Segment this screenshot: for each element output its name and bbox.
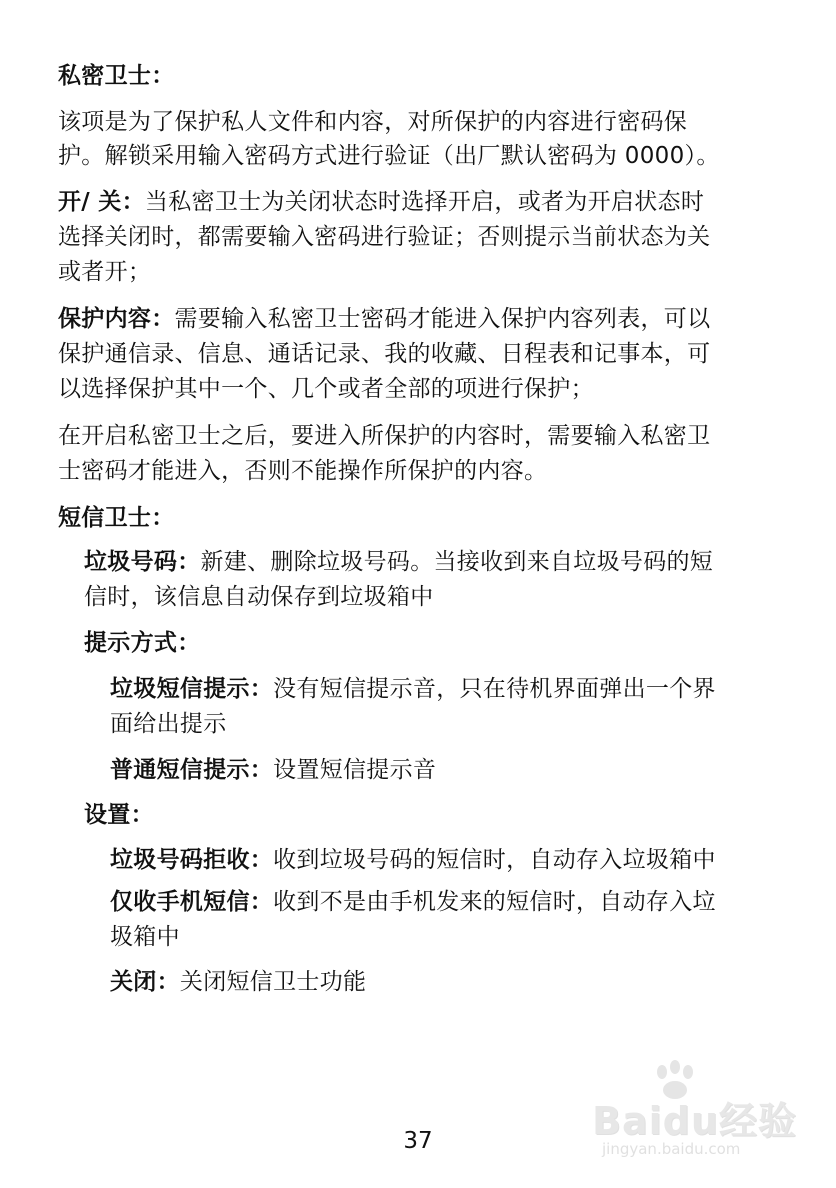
page-number: 37 [403, 1128, 433, 1154]
close-label: 关闭： [110, 969, 180, 995]
after-line-1: 在开启私密卫士之后，要进入所保护的内容时，需要输入私密卫 [58, 423, 711, 449]
onoff-line-1 [58, 187, 704, 217]
protect-text-1: 需要输入私密卫士密码才能进入保护内容列表，可以 [174, 306, 711, 332]
spam-notify-line-2: 面给出提示 [110, 711, 227, 737]
reject-label: 垃圾号码拒收： [110, 847, 274, 873]
protect-label: 保护内容： [58, 306, 175, 332]
reject-line [110, 845, 716, 875]
phone-only-line-1 [110, 887, 716, 917]
watermark-logo: Baidu经验 [592, 1099, 797, 1143]
protect-line-1 [58, 304, 710, 334]
close-text: 关闭短信卫士功能 [179, 969, 367, 995]
sms-guard-heading: 短信卫士： [58, 505, 175, 531]
phone-only-text-1: 收到不是由手机发来的短信时，自动存入垃 [273, 889, 716, 915]
watermark-url: jingyan.baidu.com [602, 1140, 741, 1158]
notify-heading: 提示方式： [84, 630, 201, 656]
privacy-desc-line-1: 该项是为了保护私人文件和内容，对所保护的内容进行密码保 [58, 109, 688, 135]
onoff-line-3: 或者开； [58, 259, 152, 285]
spam-line-2: 信时，该信息自动保存到垃圾箱中 [84, 584, 434, 610]
spam-notify-text-1: 没有短信提示音，只在待机界面弹出一个界 [273, 676, 716, 702]
settings-heading: 设置： [84, 802, 154, 828]
protect-line-2: 保护通信录、信息、通话记录、我的收藏、日程表和记事本，可 [58, 341, 711, 367]
reject-text: 收到垃圾号码的短信时，自动存入垃圾箱中 [273, 847, 716, 873]
protect-line-3: 以选择保护其中一个、几个或者全部的项进行保护； [58, 376, 594, 402]
after-line-2: 士密码才能进入，否则不能操作所保护的内容。 [58, 458, 548, 484]
spam-line-1 [84, 547, 713, 577]
normal-notify-line [110, 755, 436, 785]
spam-label: 垃圾号码： [84, 549, 201, 575]
phone-only-label: 仅收手机短信： [110, 889, 274, 915]
onoff-text-1: 当私密卫士为关闭状态时选择开启，或者为开启状态时 [144, 189, 705, 215]
privacy-desc-line-2: 护。解锁采用输入密码方式进行验证（出厂默认密码为 0000）。 [58, 143, 720, 169]
onoff-line-2: 选择关闭时，都需要输入密码进行验证；否则提示当前状态为关 [58, 224, 711, 250]
normal-notify-label: 普通短信提示： [110, 757, 274, 783]
spam-text-1: 新建、删除垃圾号码。当接收到来自垃圾号码的短 [200, 549, 714, 575]
phone-only-line-2: 圾箱中 [110, 924, 180, 950]
onoff-label: 开/ 关： [58, 189, 145, 215]
spam-notify-line-1 [110, 674, 716, 704]
normal-notify-text: 设置短信提示音 [273, 757, 437, 783]
close-line [110, 967, 366, 997]
privacy-guard-heading: 私密卫士： [58, 63, 175, 89]
spam-notify-label: 垃圾短信提示： [110, 676, 274, 702]
